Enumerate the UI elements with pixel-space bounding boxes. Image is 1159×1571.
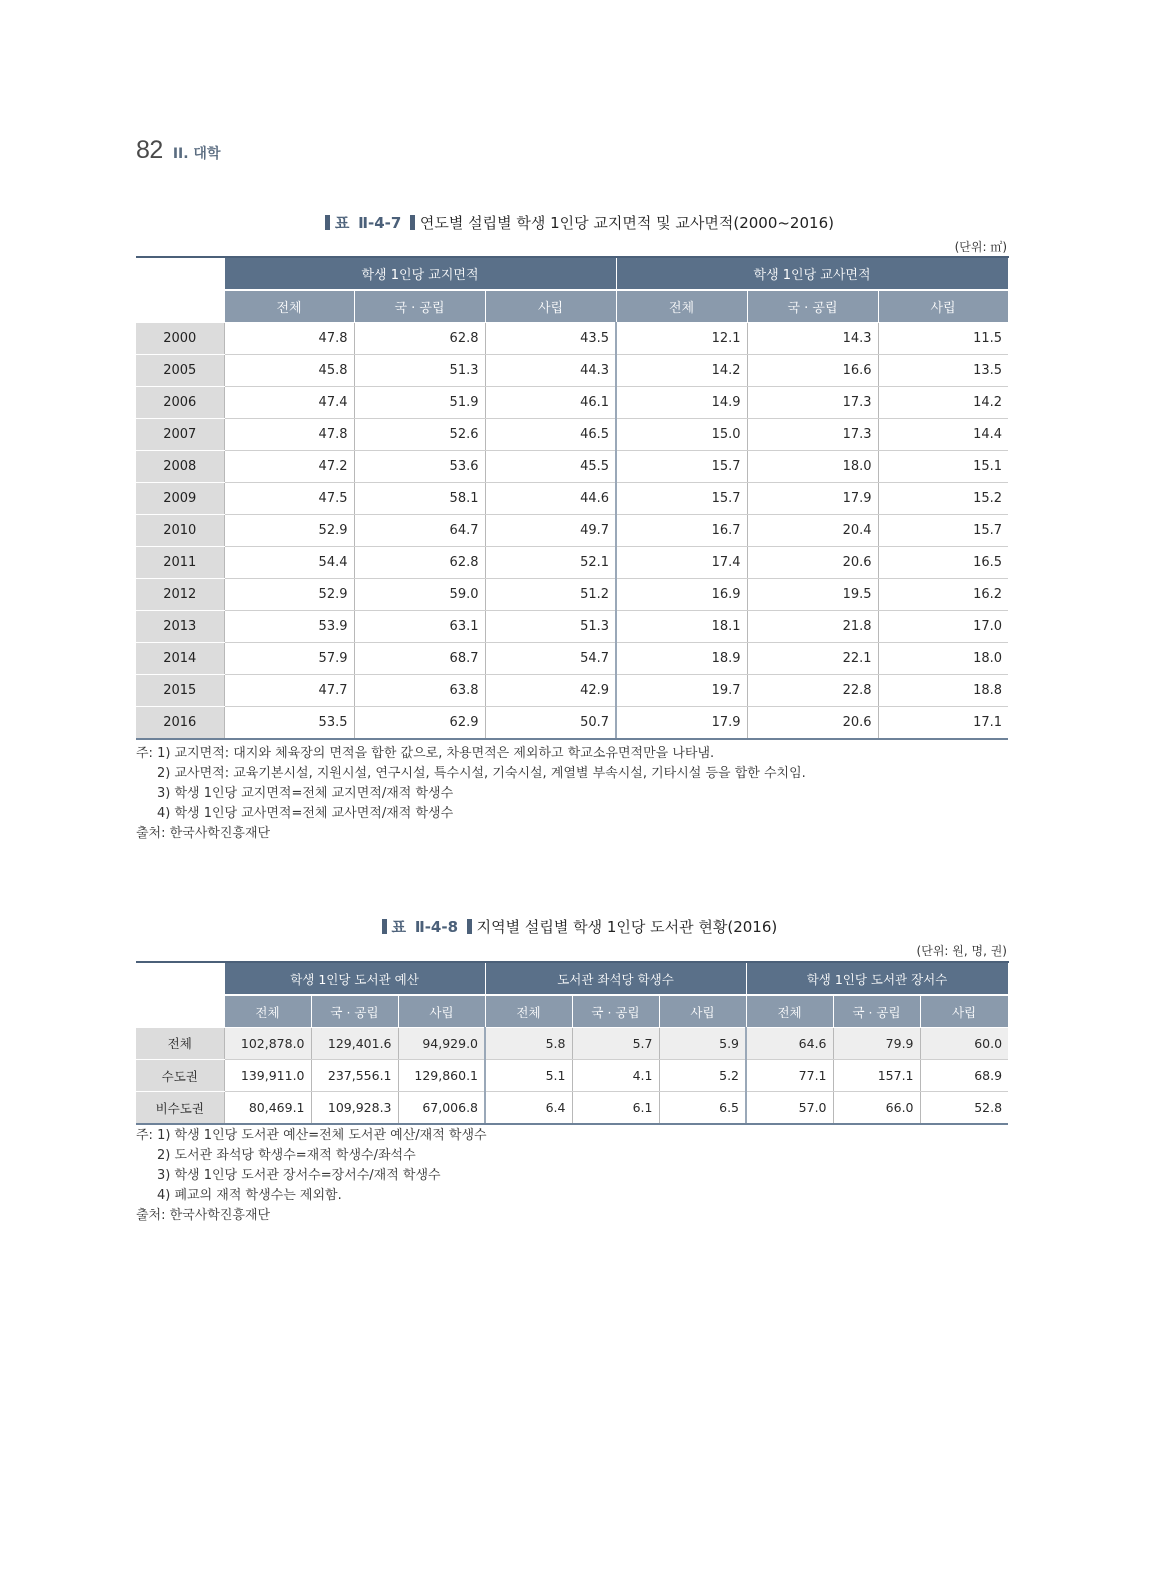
sub-header: 전체	[485, 995, 572, 1028]
cell: 6.4	[485, 1092, 572, 1125]
cell: 47.5	[224, 483, 354, 515]
cell: 14.9	[616, 387, 747, 419]
row-year: 2014	[136, 643, 224, 675]
corner-cell	[136, 962, 224, 995]
cell: 20.6	[747, 707, 878, 740]
cell: 46.1	[485, 387, 616, 419]
cell: 22.1	[747, 643, 878, 675]
table-row	[136, 483, 1008, 515]
sub-header: 국 · 공립	[747, 290, 878, 323]
group-header-books-per-student: 학생 1인당 도서관 장서수	[746, 962, 1008, 995]
cell: 51.9	[354, 387, 485, 419]
table2	[136, 961, 1009, 1125]
cell: 129,401.6	[311, 1028, 398, 1060]
sub-header: 전체	[746, 995, 833, 1028]
chapter-label: II. 대학	[172, 146, 221, 162]
cell: 15.1	[878, 451, 1008, 483]
sub-header: 국 · 공립	[311, 995, 398, 1028]
table-row	[136, 387, 1008, 419]
cell: 62.9	[354, 707, 485, 740]
note-line: 4) 폐교의 재적 학생수는 제외함.	[157, 1188, 342, 1203]
cell: 14.2	[878, 387, 1008, 419]
cell: 12.1	[616, 323, 747, 355]
cell: 57.9	[224, 643, 354, 675]
cell: 77.1	[746, 1060, 833, 1092]
cell: 62.8	[354, 323, 485, 355]
row-year: 2008	[136, 451, 224, 483]
row-year: 2006	[136, 387, 224, 419]
table1-title	[0, 212, 1159, 233]
cell: 54.4	[224, 547, 354, 579]
cell: 79.9	[833, 1028, 920, 1060]
cell: 52.9	[224, 515, 354, 547]
corner-cell	[136, 995, 224, 1028]
cell: 68.9	[920, 1060, 1008, 1092]
cell: 11.5	[878, 323, 1008, 355]
cell: 16.5	[878, 547, 1008, 579]
table-row	[136, 1028, 1008, 1060]
sub-header: 사립	[878, 290, 1008, 323]
table-row	[136, 707, 1008, 740]
cell: 5.2	[659, 1060, 746, 1092]
cell: 17.0	[878, 611, 1008, 643]
cell: 44.3	[485, 355, 616, 387]
table1-unit: (단위: ㎡)	[954, 240, 1007, 254]
corner-cell	[136, 257, 224, 290]
cell: 18.0	[747, 451, 878, 483]
cell: 18.0	[878, 643, 1008, 675]
cell: 17.1	[878, 707, 1008, 740]
sub-header: 국 · 공립	[572, 995, 659, 1028]
sub-header: 전체	[224, 290, 354, 323]
cell: 5.8	[485, 1028, 572, 1060]
cell: 94,929.0	[398, 1028, 485, 1060]
sub-header: 국 · 공립	[354, 290, 485, 323]
cell: 58.1	[354, 483, 485, 515]
cell: 139,911.0	[224, 1060, 311, 1092]
source-line: 출처: 한국사학진흥재단	[136, 826, 271, 841]
row-year: 2012	[136, 579, 224, 611]
cell: 45.5	[485, 451, 616, 483]
cell: 15.7	[616, 451, 747, 483]
sub-header: 사립	[659, 995, 746, 1028]
title-bar-left	[382, 919, 387, 934]
cell: 60.0	[920, 1028, 1008, 1060]
cell: 52.9	[224, 579, 354, 611]
table-row	[136, 451, 1008, 483]
table-row	[136, 1092, 1008, 1125]
sub-header: 전체	[616, 290, 747, 323]
cell: 49.7	[485, 515, 616, 547]
source-line: 출처: 한국사학진흥재단	[136, 1208, 271, 1223]
table1-notes	[136, 744, 806, 844]
note-line: 주: 1) 학생 1인당 도서관 예산=전체 도서관 예산/재적 학생수	[136, 1128, 487, 1143]
cell: 17.4	[616, 547, 747, 579]
row-region: 수도권	[136, 1060, 224, 1092]
cell: 13.5	[878, 355, 1008, 387]
cell: 66.0	[833, 1092, 920, 1125]
sub-header: 사립	[398, 995, 485, 1028]
row-year: 2000	[136, 323, 224, 355]
cell: 129,860.1	[398, 1060, 485, 1092]
row-region: 비수도권	[136, 1092, 224, 1125]
row-year: 2007	[136, 419, 224, 451]
table-row	[136, 323, 1008, 355]
table2-title	[0, 916, 1159, 937]
note-line: 2) 교사면적: 교육기본시설, 지원시설, 연구시설, 특수시설, 기숙시설, 계열별 부속시설, 기타시설 등을 합한 수치임.	[157, 766, 806, 781]
cell: 19.5	[747, 579, 878, 611]
cell: 14.4	[878, 419, 1008, 451]
cell: 5.1	[485, 1060, 572, 1092]
note-line: 2) 도서관 좌석당 학생수=재적 학생수/좌석수	[157, 1148, 416, 1163]
table1-title-prefix: 표	[334, 214, 350, 232]
cell: 53.6	[354, 451, 485, 483]
row-year: 2011	[136, 547, 224, 579]
cell: 64.6	[746, 1028, 833, 1060]
group-header-library-budget: 학생 1인당 도서관 예산	[224, 962, 485, 995]
cell: 64.7	[354, 515, 485, 547]
cell: 42.9	[485, 675, 616, 707]
cell: 102,878.0	[224, 1028, 311, 1060]
cell: 17.3	[747, 387, 878, 419]
row-year: 2015	[136, 675, 224, 707]
table-row	[136, 515, 1008, 547]
cell: 17.9	[747, 483, 878, 515]
row-year: 2010	[136, 515, 224, 547]
cell: 109,928.3	[311, 1092, 398, 1125]
cell: 51.3	[485, 611, 616, 643]
cell: 52.6	[354, 419, 485, 451]
note-line: 3) 학생 1인당 교지면적=전체 교지면적/재적 학생수	[157, 786, 454, 801]
cell: 157.1	[833, 1060, 920, 1092]
cell: 59.0	[354, 579, 485, 611]
table2-title-text: 지역별 설립별 학생 1인당 도서관 현황(2016)	[476, 918, 778, 936]
cell: 16.9	[616, 579, 747, 611]
title-bar-left	[325, 215, 330, 230]
cell: 14.3	[747, 323, 878, 355]
table-row	[136, 579, 1008, 611]
cell: 20.4	[747, 515, 878, 547]
cell: 47.4	[224, 387, 354, 419]
cell: 57.0	[746, 1092, 833, 1125]
cell: 5.9	[659, 1028, 746, 1060]
cell: 47.8	[224, 323, 354, 355]
cell: 68.7	[354, 643, 485, 675]
sub-header: 국 · 공립	[833, 995, 920, 1028]
cell: 63.8	[354, 675, 485, 707]
cell: 18.8	[878, 675, 1008, 707]
cell: 6.5	[659, 1092, 746, 1125]
page-number: 82	[136, 136, 163, 164]
table2-unit: (단위: 원, 명, 권)	[916, 944, 1007, 958]
row-year: 2016	[136, 707, 224, 740]
title-bar-right	[410, 215, 415, 230]
cell: 44.6	[485, 483, 616, 515]
row-year: 2013	[136, 611, 224, 643]
cell: 17.9	[616, 707, 747, 740]
cell: 15.0	[616, 419, 747, 451]
cell: 51.3	[354, 355, 485, 387]
cell: 80,469.1	[224, 1092, 311, 1125]
table1-code: Ⅱ-4-7	[358, 214, 402, 232]
table2-notes	[136, 1126, 487, 1226]
sub-header: 전체	[224, 995, 311, 1028]
row-year: 2005	[136, 355, 224, 387]
group-header-site-area: 학생 1인당 교지면적	[224, 257, 616, 290]
cell: 17.3	[747, 419, 878, 451]
cell: 16.2	[878, 579, 1008, 611]
cell: 51.2	[485, 579, 616, 611]
cell: 53.9	[224, 611, 354, 643]
sub-header: 사립	[920, 995, 1008, 1028]
title-bar-right	[467, 919, 472, 934]
cell: 50.7	[485, 707, 616, 740]
cell: 46.5	[485, 419, 616, 451]
cell: 20.6	[747, 547, 878, 579]
cell: 21.8	[747, 611, 878, 643]
cell: 47.2	[224, 451, 354, 483]
table-row	[136, 419, 1008, 451]
cell: 43.5	[485, 323, 616, 355]
corner-cell	[136, 290, 224, 323]
cell: 47.8	[224, 419, 354, 451]
cell: 62.8	[354, 547, 485, 579]
cell: 67,006.8	[398, 1092, 485, 1125]
cell: 16.6	[747, 355, 878, 387]
cell: 15.7	[616, 483, 747, 515]
cell: 237,556.1	[311, 1060, 398, 1092]
sub-header: 사립	[485, 290, 616, 323]
row-region: 전체	[136, 1028, 224, 1060]
cell: 47.7	[224, 675, 354, 707]
cell: 54.7	[485, 643, 616, 675]
table1-title-text: 연도별 설립별 학생 1인당 교지면적 및 교사면적(2000~2016)	[419, 214, 834, 232]
cell: 53.5	[224, 707, 354, 740]
cell: 22.8	[747, 675, 878, 707]
table2-code: Ⅱ-4-8	[414, 918, 459, 936]
cell: 15.7	[878, 515, 1008, 547]
cell: 5.7	[572, 1028, 659, 1060]
note-line: 주: 1) 교지면적: 대지와 체육장의 면적을 합한 값으로, 차용면적은 제외하고 학교소유면적만을 나타냄.	[136, 746, 715, 761]
table-row	[136, 643, 1008, 675]
table1	[136, 256, 1009, 740]
table-row	[136, 547, 1008, 579]
cell: 16.7	[616, 515, 747, 547]
table-row	[136, 675, 1008, 707]
table2-title-prefix: 표	[391, 918, 407, 936]
table-row	[136, 1060, 1008, 1092]
group-header-building-area: 학생 1인당 교사면적	[616, 257, 1008, 290]
row-year: 2009	[136, 483, 224, 515]
table-row	[136, 611, 1008, 643]
group-header-students-per-seat: 도서관 좌석당 학생수	[485, 962, 746, 995]
cell: 52.8	[920, 1092, 1008, 1125]
cell: 19.7	[616, 675, 747, 707]
note-line: 3) 학생 1인당 도서관 장서수=장서수/재적 학생수	[157, 1168, 441, 1183]
cell: 18.9	[616, 643, 747, 675]
cell: 52.1	[485, 547, 616, 579]
page-header	[136, 136, 220, 165]
note-line: 4) 학생 1인당 교사면적=전체 교사면적/재적 학생수	[157, 806, 454, 821]
cell: 6.1	[572, 1092, 659, 1125]
cell: 4.1	[572, 1060, 659, 1092]
cell: 18.1	[616, 611, 747, 643]
cell: 15.2	[878, 483, 1008, 515]
cell: 45.8	[224, 355, 354, 387]
cell: 63.1	[354, 611, 485, 643]
cell: 14.2	[616, 355, 747, 387]
table-row	[136, 355, 1008, 387]
